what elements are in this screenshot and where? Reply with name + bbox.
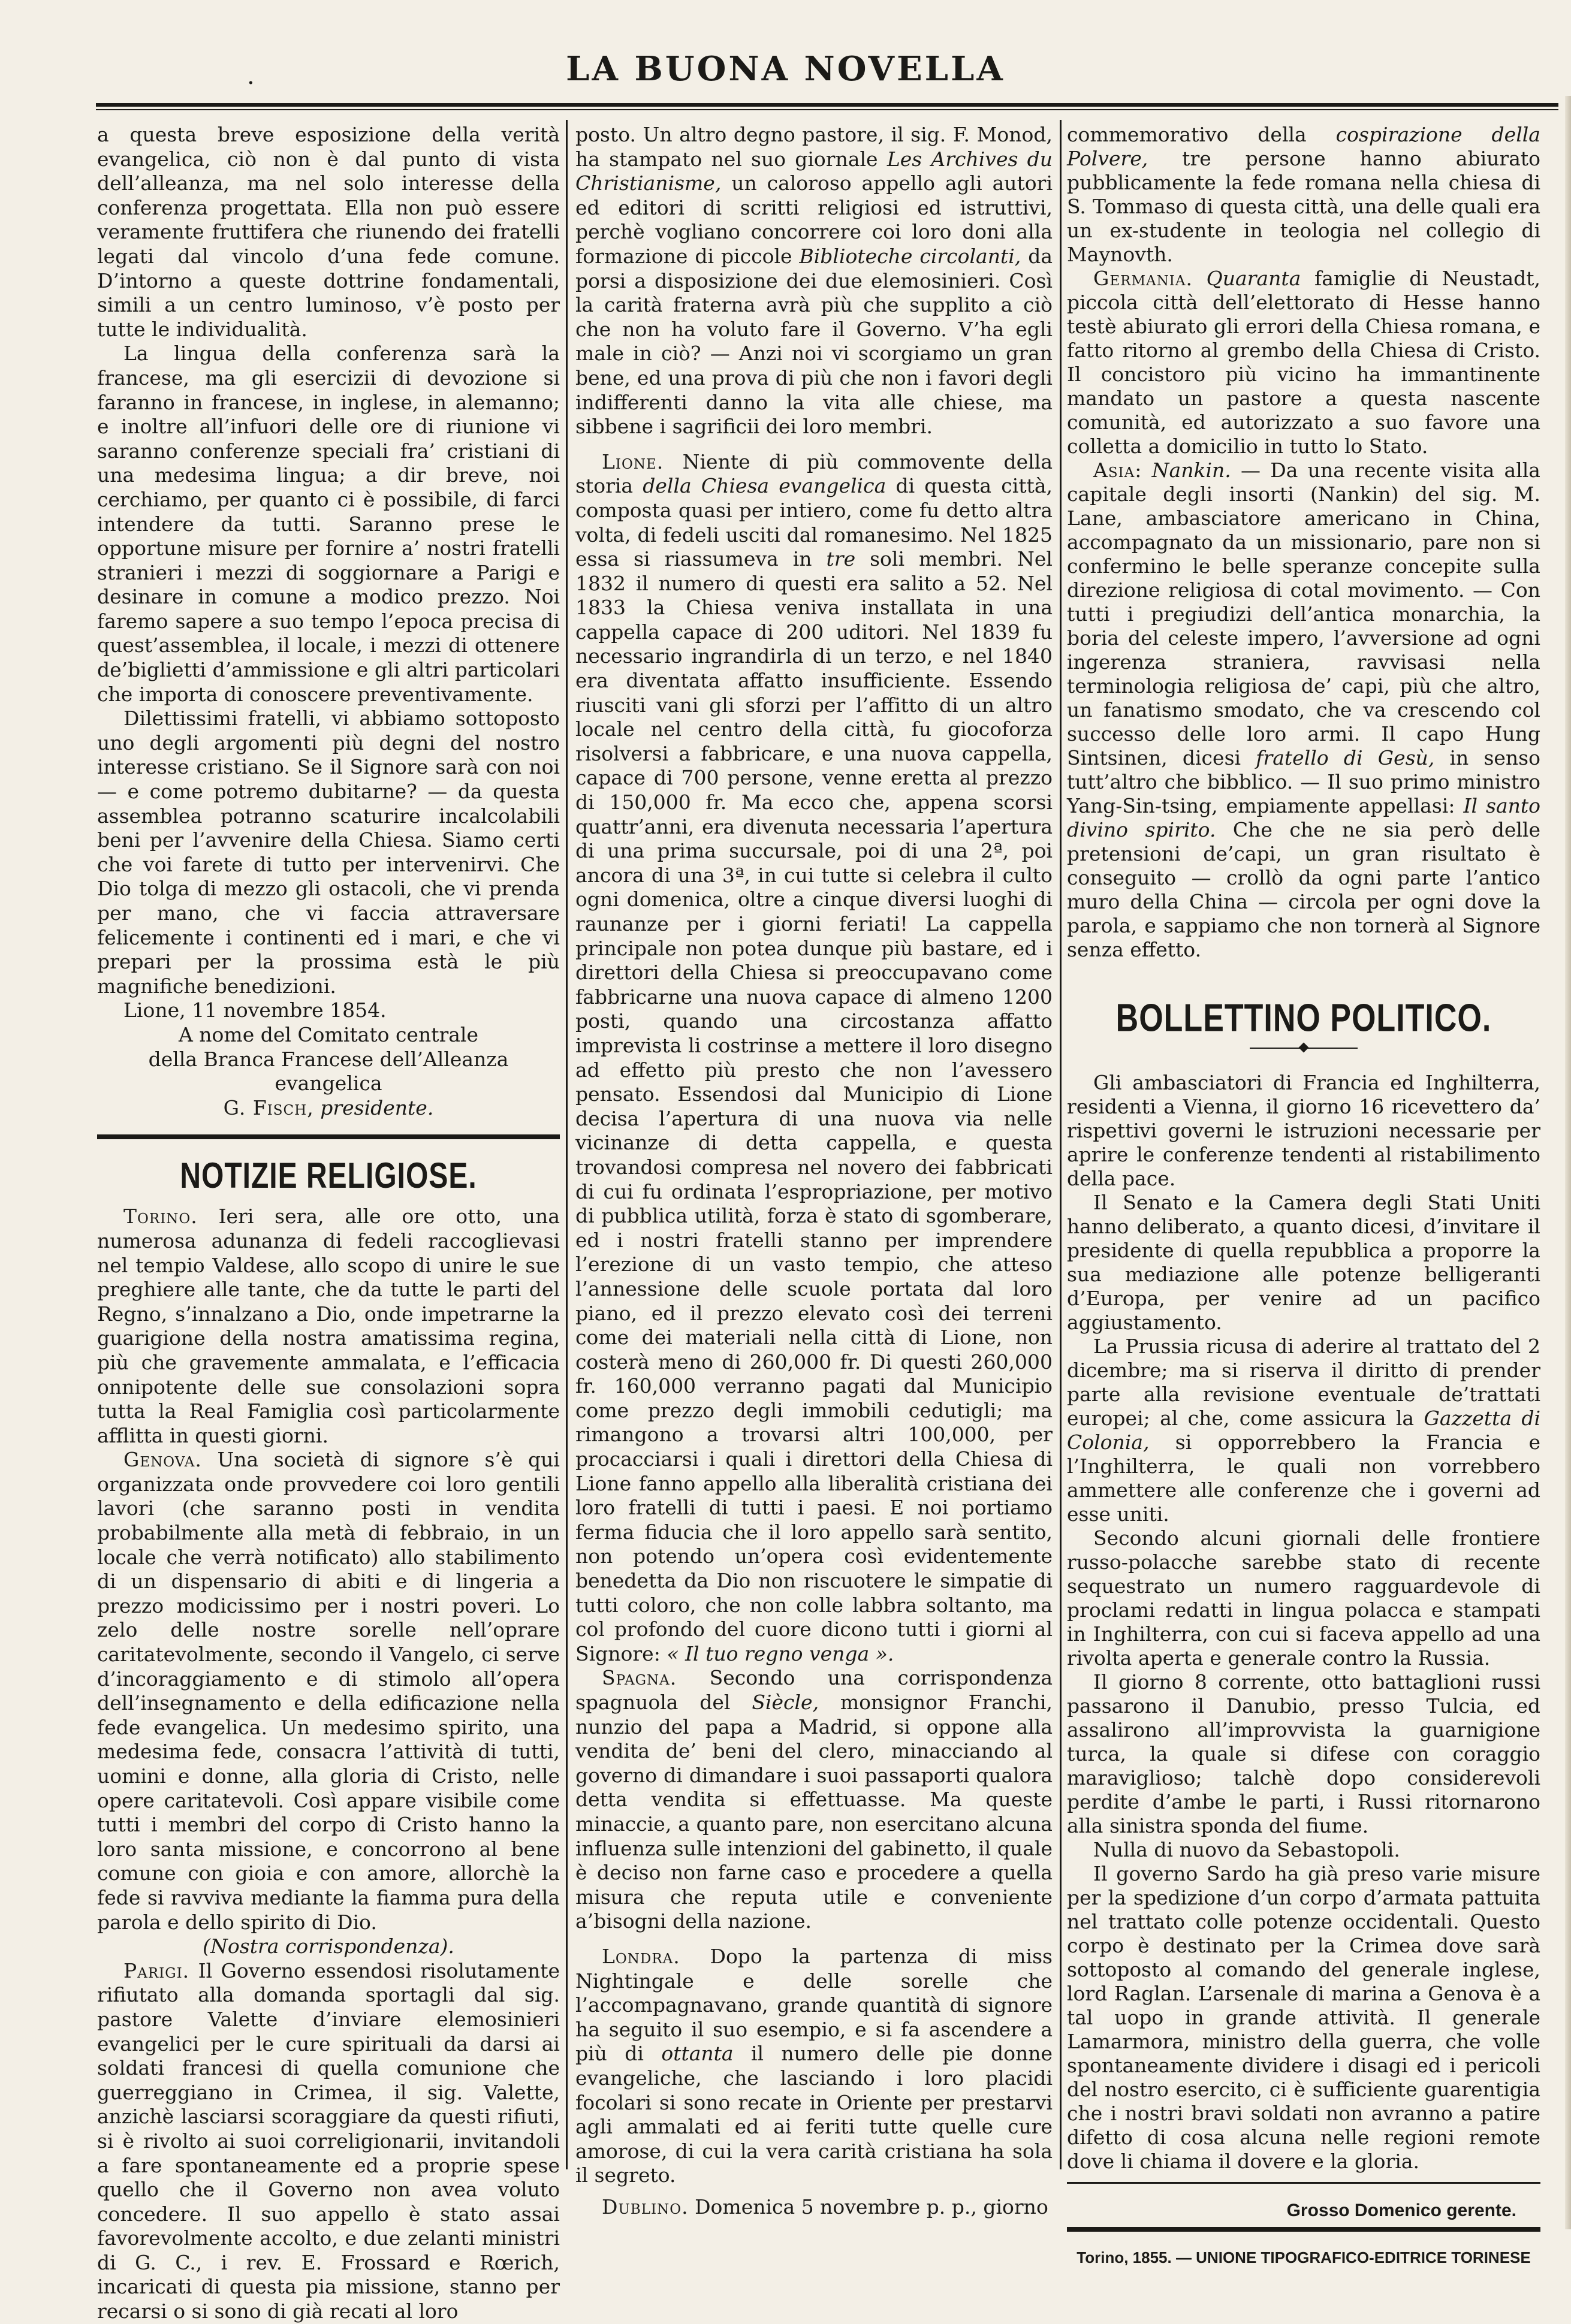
column-divider-right: [1060, 120, 1062, 2169]
genova-source: (Nostra corrispondenza).: [203, 1934, 454, 1958]
lione-prayer: « Il tuo regno venga ».: [667, 1641, 894, 1665]
section-rule: [97, 1134, 560, 1139]
genova-text: Una società di signore s’è qui organizzata onde provvedere coi loro gentili lavori (che saranno posti in vendita probabilmente alla metà di febbraio, in un locale che verrà notificato) allo stabilimento di un dispensario di abiti e di lingeria a prezzo modicissimo per i nostri poveri. Lo zelo delle nostre sorelle nell’oprare caritatevolmente, secondo il Vangelo, ci serve d’incoraggiamento e di stimolo all’opera dell’insegnamento e della edificazione nella fede evangelica. Un medesimo spirito, una medesima fede, consacra l’attività di tutti, uomini e donne, alla gloria di Cristo, nelle opere caritatevoli. Così appare visibile come tutti i membri del corpo di Cristo hanno la loro santa missione, e concorrono al bene comune con gioia e con amore, allorchè la fede si ravviva mediante la fiamma pura della parola e dello spirito di Dio.: [97, 1448, 560, 1934]
column-divider-left: [566, 120, 568, 2169]
news-germania: [1067, 267, 1540, 458]
news-londra: [575, 1945, 1053, 2188]
city-germania: Germania.: [1093, 267, 1193, 290]
lione-b: di questa città, composta quasi per intiero, come fu detto altra volta, di fedeli usciti dal romanesimo. Nel 1825 essa si riassumeva in: [575, 474, 1053, 571]
signature-line-1: A nome del Comitato centrale: [178, 1022, 479, 1046]
appeal-paragraph-1: a questa breve esposizione della verità evangelica, ciò non è dal punto di vista dell’alleanza, ma nel solo interesse della conferenza progettata. Ella non può essere veramente fruttifera che riunendo dei fratelli legati dal vincolo d’una fede comune. D’intorno a queste dottrine fondamentali, simili a un centro luminoso, v’è posto per tutte le individualità.: [97, 123, 560, 341]
siecle-title: Siècle,: [752, 1691, 819, 1714]
signature-line-3: [97, 1096, 560, 1121]
asia-a: — Da una recente visita alla capitale degli insorti (Nankin) del sig. M. Lane, ambasciatore americano in China, accompagnato da un missionario, pare non si confermino le belle speranze concepite sulla direzione religiosa di cotal movimento. — Con tutti i pregiudizi dell’antica monarchia, la boria del celeste impero, l’avversione ad ogni ingerenza straniera, ravvisasi nella terminologia religiosa de’ capi, più che altro, un fanatismo smodato, che va crescendo col successo delle loro armi. Il capo Hung Sintsinen, dicesi: [1067, 458, 1540, 769]
torino-text: Ieri sera, alle ore otto, una numerosa adunanza di fedeli raccoglievasi nel tempio Valdese, allo scopo di unire le sue preghiere alle tante, che da tutte le parti del Regno, s’innalzano a Dio, onde impetrarne la guarigione della nostra amatissima regina, più che gravemente ammalata, e l’efficacia onnipotente delle sue consolazioni sopra tutta la Real Famiglia così particolarmente afflitta in questi giorni.: [97, 1205, 560, 1447]
germania-num: Quaranta: [1206, 267, 1301, 290]
masthead-title: LA BUONA NOVELLA: [566, 49, 1005, 89]
column-middle: [575, 123, 1053, 2219]
city-spagna: Spagna.: [602, 1666, 677, 1690]
city-torino: Torino.: [123, 1205, 198, 1229]
londra-b: il numero delle pie donne evangeliche, che lasciando i loro placidi focolari si sono recate in Oriente per prestarvi agli ammalati ed ai feriti tutte quelle cure amorose, di cui la vera carità cristiana ha sola il segreto.: [575, 2042, 1053, 2187]
news-asia: [1067, 458, 1540, 962]
city-dublino: Dublino.: [602, 2195, 689, 2219]
column-left: [97, 123, 560, 2323]
dublino-continued: [1067, 123, 1540, 267]
city-londra: Londra.: [602, 1944, 680, 1968]
bollettino-5: Il giorno 8 corrente, otto battaglioni russi passarono il Danubio, presso Tulcia, ed assalirono all’improvvista la guarnigione turca, la quale si difese con coraggio maraviglioso; talchè dopo considerevoli perdite d’ambe le parti, i Russi ritornarono alla sinistra sponda del fiume.: [1067, 1670, 1540, 1837]
parigi-text: Il Governo essendosi risolutamente rifiutato alla domanda sportagli dal sig. pastore Valette d’inviare elemosinieri evangelici per le cure spirituali da darsi ai soldati francesi di quella comunione che guerreggiano in Crimea, il sig. Valette, anzichè lasciarsi scoraggiare da questi rifiuti, si è rivolto ai suoi correligionarii, invitandoli a fare spontaneamente ed a proprie spese quello che il Governo non avea voluto concedere. Il suo appello è stato assai favorevolmente accolto, e due zelanti ministri di G. C., i rev. E. Frossard e Rœrich, incaricati di questa pia missione, stanno per recarsi o si sono di già recati al loro: [97, 1958, 560, 2323]
parigi-cont-a: posto. Un altro degno pastore, il sig. F. Monod, ha stampato nel suo giornale: [575, 123, 1053, 171]
spagna-a: Secondo una corrispondenza spagnuola del: [575, 1666, 1053, 1714]
lione-c: soli membri. Nel 1832 il numero di questi era salito a 52. Nel 1833 la Chiesa veniva installata in una cappella capace di 200 uditori. Nel 1839 fu necessario ingrandirla di un terzo, e nel 1840 era diventata affatto insufficiente. Essendo riusciti vani gli sforzi per l’affitto di un altro locale nel centro della città, fu giocoforza risolversi a fabbricare, e una nuova cappella, capace di 700 persone, venne eretta al prezzo di 150,000 fr. Ma ecco che, appena scorsi quattr’anni, era divenuta necessaria l’apertura di una prima succursale, poi di una 2ª, poi ancora di una 3ª, in cui tutte si celebra il culto ogni domenica, oltre a cinque diversi luoghi di raunanze per i giorni feriati! La cappella principale non potea dunque più bastare, ed i direttori della Chiesa si preoccupavano come fabbricarne una nuova capace di almeno 1200 posti, quando una circostanza affatto imprevista li costrinse a mettere il loro disegno ad effetto più presto che non l’avessero pensato. Essendosi dal Municipio di Lione decisa l’apertura di una nuova via nelle vicinanze di detta cappella, e questa trovandosi compresa nel novero dei fabbricati di cui fu ordinata l’espropriazione, per motivo di pubblica utilità, forza è stato di sgomberare, ed i nostri fratelli stanno per imprendere l’erezione di un vasto tempio, che atteso l’annessione delle scuole portata dal loro piano, ed il prezzo elevato così dei terreni come dei materiali nella città di Lione, non costerà meno di 260,000 fr. Di questi 260,000 fr. 160,000 verranno pagati dal Municipio come prezzo degli immobili cedutigli; ma rimangono a trovarsi altri 100,000, per procacciarsi i quali i direttori della Chiesa di Lione fanno appello alla liberalità cristiana dei loro fratelli di tutti i paesi. E noi portiamo ferma fiducia che il loro appello sarà sentito, non potendo un’opera così evidentemente benedetta da Dio non riscuotere le simpatie di tutti coloro, che non colle labbra soltanto, ma col profondo del cuore dicono tutti i giorni al Signore:: [575, 547, 1053, 1665]
gazzetta-title: Gazzetta di Colonia,: [1067, 1407, 1541, 1454]
asia-place: Nankin.: [1151, 458, 1231, 482]
dublino-text: Domenica 5 novembre p. p., giorno: [695, 2195, 1048, 2219]
germania-text: famiglie di Neustadt, piccola città dell’elettorato di Hesse hanno testè abiurato gli errori della Chiesa romana, e fatto ritorno al grembo della Chiesa di Cristo. Il concistoro più vicino ha immantinente mandato un pastore a questa nascente comunità, ed autorizzato a suo favore una colletta a domicilio in tutto lo Stato.: [1067, 267, 1540, 458]
dublino-cont-a: commemorativo della: [1067, 123, 1336, 146]
asia-fratello: fratello di Gesù,: [1256, 746, 1435, 769]
news-genova: [97, 1448, 560, 1934]
asia-c: Che che ne sia però delle pretensioni de’capi, un gran risultato è conseguito — crollò da ogni parte l’antico muro della China — circola per ogni dove la parola, e sappiamo che non tornerà al Signore senza effetto.: [1067, 818, 1540, 961]
londra-a: Dopo la partenza di miss Nightingale e delle sorelle che l’accompagnavano, grande quantità di signore ha seguito il suo esempio, e si fa ascendere a più di: [575, 1944, 1053, 2066]
bollettino-3: [1067, 1335, 1540, 1526]
asia-b: in senso tutt’altro che bibblico. — Il suo primo ministro Yang-Sin-tsing, empiamente appellasi:: [1067, 746, 1540, 817]
masthead-rule-thin: [96, 109, 1558, 110]
masthead-rule-thick: [96, 103, 1558, 107]
section-title-bollettino: BOLLETTINO POLITICO.: [1115, 996, 1492, 1040]
appeal-date: Lione, 11 novembre 1854.: [123, 998, 387, 1022]
bollettino-7: Il governo Sardo ha già preso varie misure per la spedizione d’un corpo d’armata pattuita nel trattato colle potenze occidentali. Questo corpo è destinato per la Crimea dove sarà sottoposto al comando del generale inglese, lord Raglan. L’arsenale di marina a Genova è a tal uopo in grande attività. Il generale Lamarmora, ministro della guerra, che volle spontaneamente dividere i disagi ed i pericoli del nostro esercito, ci è sufficiente guarentigia che i nostri bravi soldati non avranno a patire difetto di cosa alcuna nelle regioni remote dove li chiama il dovere e la gloria.: [1067, 1862, 1540, 2173]
bollettino-6: Nulla di nuovo da Sebastopoli.: [1093, 1838, 1400, 1861]
masthead: [0, 0, 1571, 90]
page-mark: .: [247, 62, 255, 90]
footer-rule-thick: [1067, 2227, 1540, 2232]
section-ornament: [1250, 1047, 1358, 1049]
gerente-line: Grosso Domenico gerente.: [1286, 2201, 1516, 2220]
asia-santo: Il santo divino spirito.: [1067, 794, 1540, 841]
biblioteche-term: Biblioteche circolanti,: [799, 244, 1021, 268]
news-lione: [575, 450, 1053, 1667]
section-title-notizie: NOTIZIE RELIGIOSE.: [180, 1156, 477, 1196]
polvere-term: cospirazione della Polvere,: [1067, 123, 1540, 170]
parigi-cont-b: un caloroso appello agli autori ed editori di scritti religiosi ed istruttivi, perchè vogliano concorrere coi loro doni alla formazione di piccole: [575, 171, 1053, 268]
signature-name: G. Fisch,: [223, 1095, 314, 1119]
column-right: [1067, 123, 1541, 2266]
lione-church: della Chiesa evangelica: [643, 474, 886, 498]
city-genova: Genova.: [123, 1448, 202, 1472]
signature-role: presidente.: [320, 1095, 434, 1119]
londra-ottanta: ottanta: [661, 2042, 734, 2066]
news-parigi: [97, 1959, 560, 2324]
city-parigi: Parigi.: [123, 1958, 190, 1982]
appeal-paragraph-2: La lingua della conferenza sarà la francese, ma gli esercizii di devozione si faranno in francese, in inglese, in alemanno; e inoltre all’infuori delle ore di riunione vi saranno conferenze speciali fra’ cristiani di una medesima lingua; a dir breve, noi cerchiamo, per quanto ci è possibile, di farci intendere da tutti. Saranno prese le opportune misure per fornire a’ nostri fratelli stranieri i mezzi di soggiornare a Parigi e desinare in comune a modico prezzo. Noi faremo sapere a suo tempo l’epoca precisa di quest’assemblea, il locale, i mezzi di ottenere de’biglietti d’ammissione e gli altri particolari che importa di conoscere preventivamente.: [97, 342, 560, 706]
city-asia: Asia:: [1093, 458, 1142, 482]
page-edge-shadow: [1565, 96, 1571, 2229]
bollettino-4: Secondo alcuni giornali delle frontiere russo-polacche sarebbe stato di recente sequestrato un numero ragguardevole di proclami redatti in lingua polacca e stampati in Inghilterra, con cui si faceva appello ad una rivolta aperta e generale contro la Russia.: [1067, 1526, 1540, 1670]
journal-title: Les Archives du Christianisme,: [575, 147, 1053, 195]
spagna-b: monsignor Franchi, nunzio del papa a Madrid, si oppone alla vendita de’ beni del clero, minacciando al governo di dimandare i suoi passaporti qualora detta vendita si effettuasse. Ma queste minaccie, a quanto pare, non esercitano alcuna influenza sulle intenzioni del gabinetto, il quale è deciso non farne caso e procedere a quella misura che reputa utile e conveniente a’bisogni della nazione.: [575, 1691, 1053, 1933]
bollettino-2: Il Senato e la Camera degli Stati Uniti hanno deliberato, a quanto dicesi, d’invitare il presidente di quella repubblica a proporre la sua mediazione alle potenze belligeranti d’Europa, per venire ad un pacifico aggiustamento.: [1067, 1191, 1540, 1334]
signature-line-2: della Branca Francese dell’Alleanza evangelica: [148, 1047, 509, 1095]
bollettino-1: Gli ambasciatori di Francia ed Inghilterra, residenti a Vienna, il giorno 16 ricevettero da’ rispettivi governi le istruzioni necessarie per aprire le conferenze tendenti al ristabilimento della pace.: [1067, 1071, 1540, 1190]
parigi-continued: [575, 123, 1053, 439]
dublino-cont-b: tre persone hanno abiurato pubblicamente la fede romana nella chiesa di S. Tommaso di questa città, una delle quali era un ex-studente in teologia nel collegio di Maynovth.: [1067, 147, 1540, 266]
news-torino: [97, 1205, 560, 1448]
b3-b: si opporrebbero la Francia e l’Inghilterra, le quali non vorrebbero ammettere alle conferenze che i governi ad esse uniti.: [1067, 1430, 1540, 1526]
appeal-paragraph-3: Dilettissimi fratelli, vi abbiamo sottoposto uno degli argomenti più degni del nostro interesse cristiano. Se il Signore sarà con noi — e come potremo dubitarne? — da questa assemblea potranno scaturire incalcolabili beni per l’avvenire della Chiesa. Siamo certi che voi farete di tutto per intervenirvi. Che Dio tolga di mezzo gli ostacoli, che vi prenda per mano, che vi faccia attraversare felicemente i continenti ed i mari, e che vi prepari per la prossima està le più magnifiche benedizioni.: [97, 707, 560, 998]
lione-tre: tre: [826, 547, 856, 571]
footer-rule-thin: [1067, 2182, 1540, 2184]
news-dublino: [575, 2195, 1053, 2220]
printer-line: Torino, 1855. — UNIONE TIPOGRAFICO-EDITRICE TORINESE: [1077, 2248, 1531, 2266]
b3-a: La Prussia ricusa di aderire al trattato del 2 dicembre; ma si riserva il diritto di prender parte alla revisione eventuale de’trattati europei; al che, come assicura la: [1067, 1335, 1540, 1430]
parigi-cont-c: da porsi a disposizione dei due elemosinieri. Così la carità fraterna avrà più che supplito a ciò che non ha voluto fare il Governo. V’ha egli male in ciò? — Anzi noi vi scorgiamo un gran bene, ed una prova di più che non i favori degli indifferenti danno la vita alle chiese, ma sibbene i sagrificii dei loro membri.: [575, 244, 1053, 439]
city-lione: Lione.: [602, 449, 664, 473]
lione-a: Niente di più commovente della storia: [575, 449, 1053, 498]
news-spagna: [575, 1666, 1053, 1934]
